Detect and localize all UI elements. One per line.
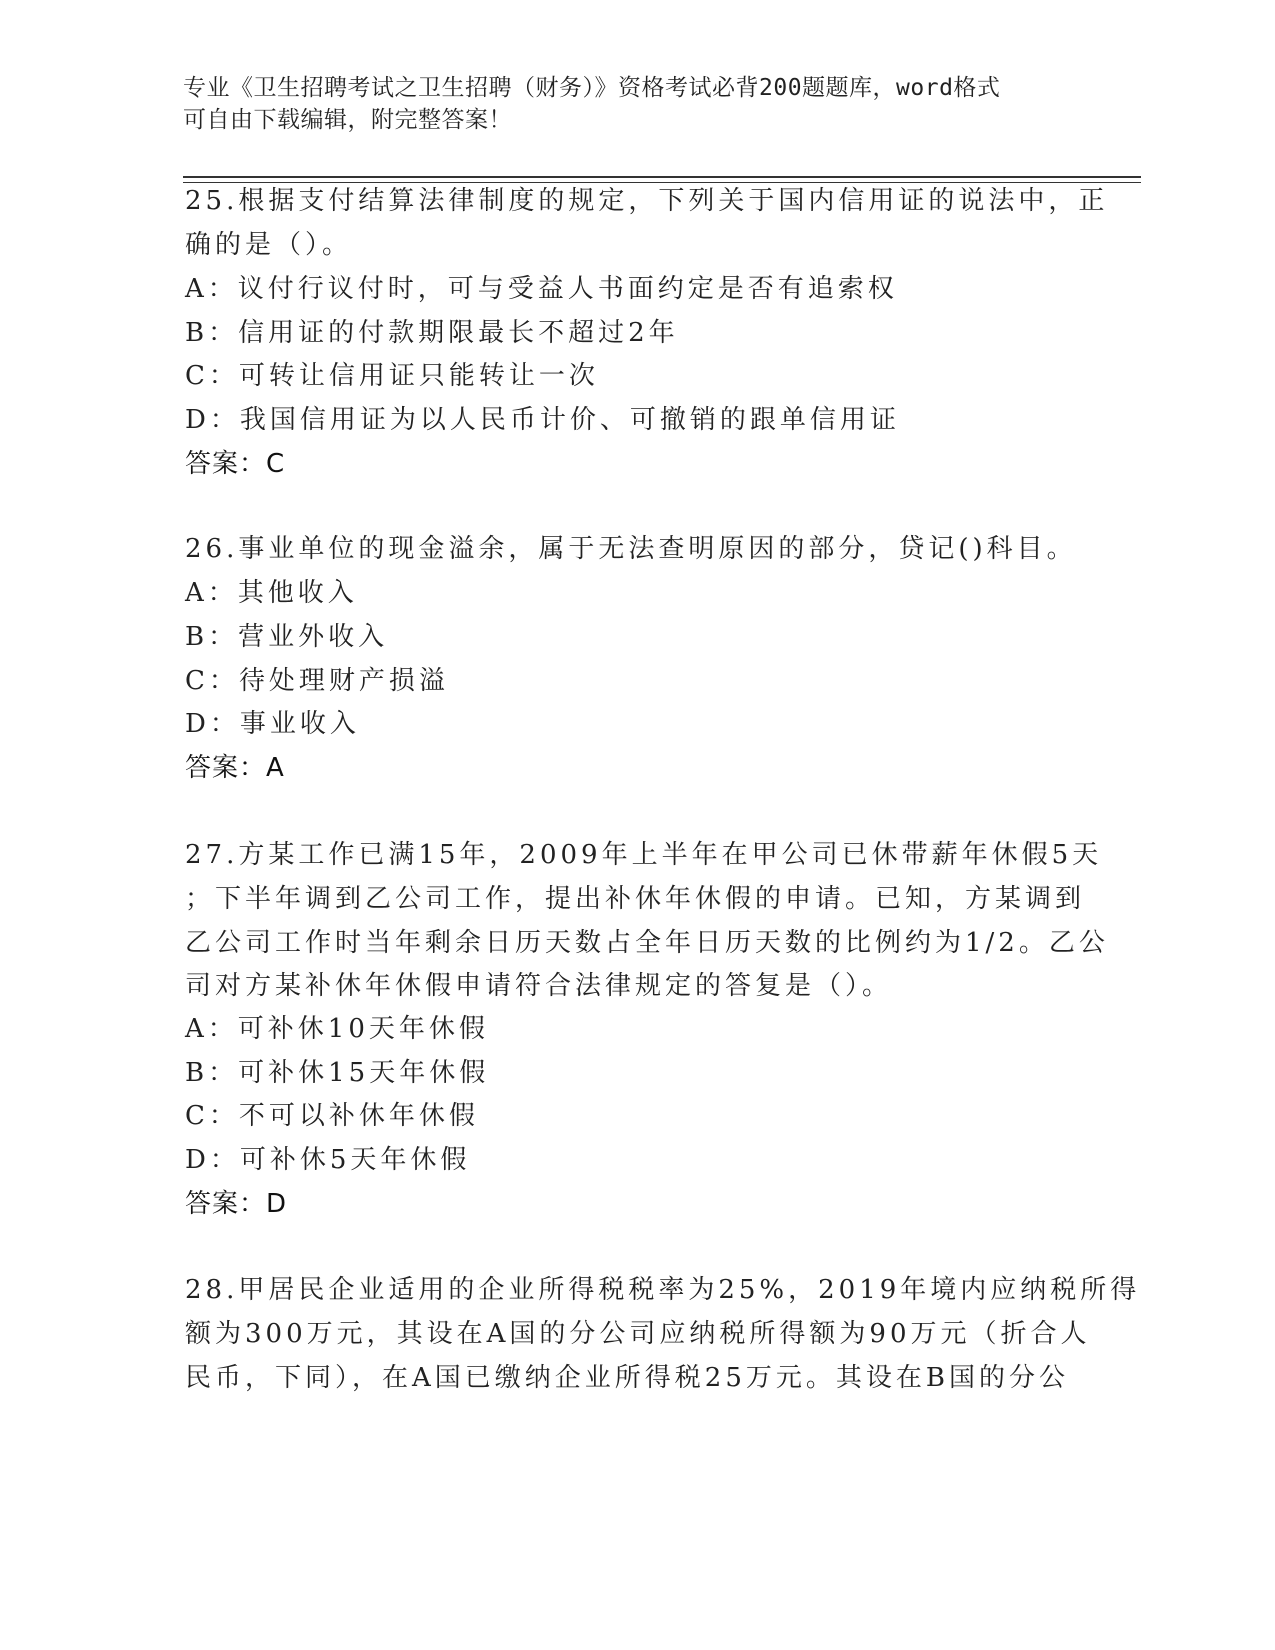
question-25-option-c: C：可转让信用证只能转让一次 [185,361,599,391]
question-27-stem-line-2: ；下半年调到乙公司工作，提出补休年休假的申请。已知，方某调到 [185,884,1086,914]
question-25-option-d: D：我国信用证为以人民币计价、可撤销的跟单信用证 [185,405,900,435]
question-27-stem-line-1: 27.方某工作已满15年，2009年上半年在甲公司已休带薪年休假5天 [185,840,1103,870]
question-26-option-b: B：营业外收入 [185,622,389,652]
question-26-stem-line-1: 26.事业单位的现金溢余，属于无法查明原因的部分，贷记()科目。 [185,534,1077,564]
question-27-option-d: D：可补休5天年休假 [185,1145,471,1175]
question-25-option-a: A：议付行议付时，可与受益人书面约定是否有追索权 [185,274,898,304]
question-28-stem-line-3: 民币，下同），在A国已缴纳企业所得税25万元。其设在B国的分公 [185,1363,1069,1393]
question-26-option-a: A：其他收入 [185,578,358,608]
document-header [183,72,1063,136]
question-27-option-b: B：可补休15天年休假 [185,1058,490,1088]
header-divider-thick [183,176,1141,178]
question-28-stem-line-2: 额为300万元，其设在A国的分公司应纳税所得额为90万元（折合人 [185,1319,1091,1349]
header-line-1: 专业《卫生招聘考试之卫生招聘（财务）》资格考试必背200题题库，word格式 [183,75,1001,101]
question-26-option-d: D：事业收入 [185,709,360,739]
question-25-answer: 答案：C [185,449,286,479]
header-line-2: 可自由下载编辑，附完整答案！ [183,107,512,133]
header-divider-thin [183,182,1141,183]
question-27-answer: 答案：D [185,1189,288,1219]
question-27-stem-line-3: 乙公司工作时当年剩余日历天数占全年日历天数的比例约为1/2。乙公 [185,928,1109,958]
question-26-answer: 答案：A [185,753,285,783]
question-27-option-c: C：不可以补休年休假 [185,1101,479,1131]
question-26-option-c: C：待处理财产损溢 [185,666,449,696]
question-27-option-a: A：可补休10天年休假 [185,1014,489,1044]
question-27-stem-line-4: 司对方某补休年休假申请符合法律规定的答复是（）。 [185,971,893,1001]
question-28-stem-line-1: 28.甲居民企业适用的企业所得税税率为25%，2019年境内应纳税所得 [185,1275,1141,1305]
question-25-option-b: B：信用证的付款期限最长不超过2年 [185,318,679,348]
question-25-stem-line-2: 确的是（）。 [185,230,353,260]
question-25-stem-line-1: 25.根据支付结算法律制度的规定，下列关于国内信用证的说法中，正 [185,186,1109,216]
